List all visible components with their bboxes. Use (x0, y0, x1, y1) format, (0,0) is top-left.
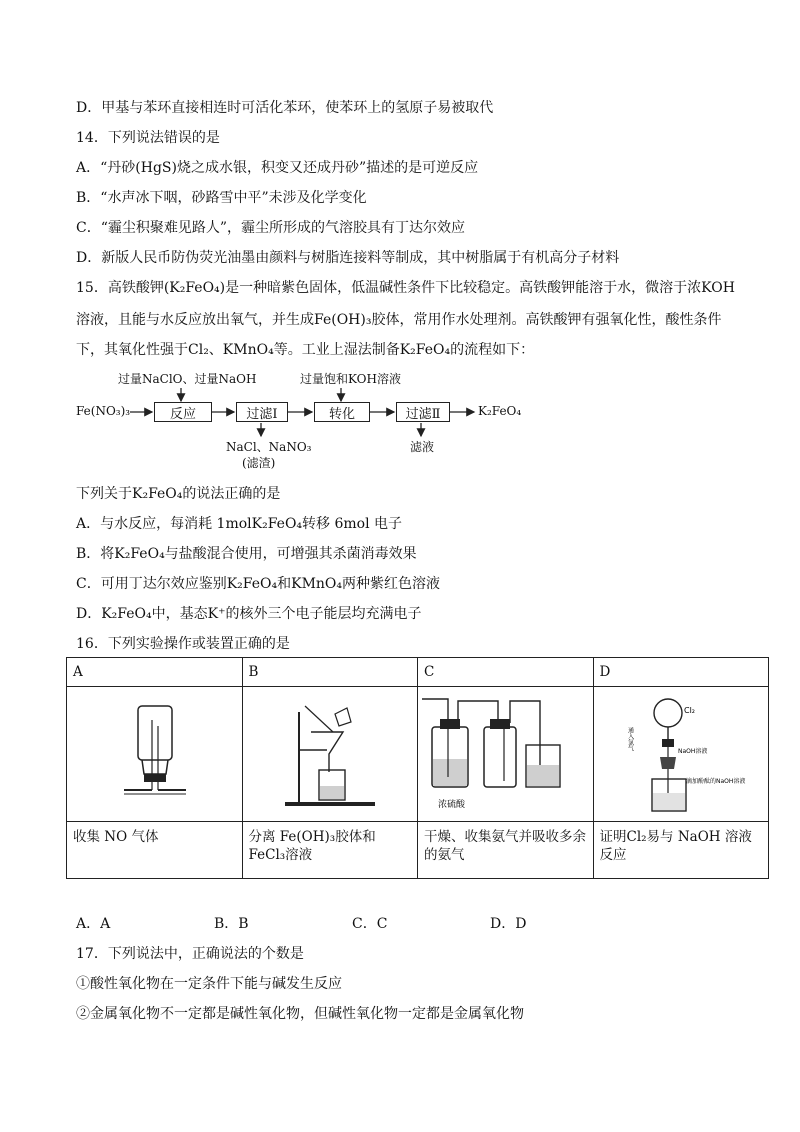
q16-stem: 16．下列实验操作或装置正确的是 (76, 636, 290, 652)
q17-stem: 17．下列说法中，正确说法的个数是 (76, 946, 304, 962)
header-b: B (242, 658, 418, 687)
step-convert: 转化 (314, 402, 370, 422)
q16-choice-c: C．C (352, 916, 388, 932)
q15-option-c: C．可用丁达尔效应鉴别K₂FeO₄和KMnO₄两种紫红色溶液 (76, 576, 441, 592)
q15-stem-line2: 溶液，且能与水反应放出氧气，并生成Fe(OH)₃胶体，常用作水处理剂。高铁酸钾有强氧化性，酸性条件 (76, 312, 722, 328)
q13-option-d: D．甲基与苯环直接相连时可活化苯环，使苯环上的氢原子易被取代 (76, 100, 494, 116)
reagent-naclo-naoh: 过量NaClO、过量NaOH (118, 372, 257, 386)
apparatus-b (242, 687, 418, 822)
q14-stem: 14．下列说法错误的是 (76, 130, 220, 146)
q14-option-b: B．“水声冰下咽，砂路雪中平”未涉及化学变化 (76, 190, 367, 206)
q16-choice-a: A．A (76, 916, 111, 932)
apparatus-a (67, 687, 243, 822)
q16-choice-b: B．B (214, 916, 249, 932)
filtration-setup-icon (275, 692, 385, 812)
product: K₂FeO₄ (478, 404, 522, 418)
label-naoh: NaOH溶液 (677, 748, 708, 755)
q17-statement-1: ①酸性氧化物在一定条件下能与碱发生反应 (76, 976, 342, 992)
label-side: 通入氯气 (626, 727, 634, 751)
q17-statement-2: ②金属氧化物不一定都是碱性氧化物，但碱性氧化物一定都是金属氧化物 (76, 1006, 524, 1022)
step-filter-1: 过滤Ⅰ (236, 402, 288, 422)
label-cl2: Cl₂ (683, 706, 695, 715)
q15-option-a: A．与水反应，每消耗 1molK₂FeO₄转移 6mol 电子 (76, 516, 403, 532)
q14-option-c: C．“霾尘积聚难见路人”，霾尘所形成的气溶胶具有丁达尔效应 (76, 220, 466, 236)
q15-option-d: D．K₂FeO₄中，基态K⁺的核外三个电子能层均充满电子 (76, 606, 422, 622)
q15-stem-line1: 15．高铁酸钾(K₂FeO₄)是一种暗紫色固体，低温碱性条件下比较稳定。高铁酸钾能溶于水，微溶于浓KOH (76, 280, 735, 296)
q16-options-table (66, 657, 769, 879)
chlorine-fountain-setup-icon (626, 687, 746, 817)
header-a: A (67, 658, 243, 687)
step-filter-2: 过滤Ⅱ (396, 402, 450, 422)
reagent-koh: 过量饱和KOH溶液 (300, 372, 401, 386)
caption-a: 收集 NO 气体 (67, 822, 243, 879)
step-reaction: 反应 (154, 402, 212, 422)
label-beaker: 滴加酚酞的NaOH溶液 (685, 778, 746, 785)
label-conc-h2so4: 浓硫酸 (438, 800, 466, 810)
caption-c: 干燥、收集氨气并吸收多余的氨气 (418, 822, 594, 879)
q14-option-a: A．“丹砂(HgS)烧之成水银，积变又还成丹砂”描述的是可逆反应 (76, 160, 479, 176)
q14-option-d: D．新版人民币防伪荧光油墨由颜料与树脂连接料等制成，其中树脂属于有机高分子材料 (76, 250, 620, 266)
caption-b: 分离 Fe(OH)₃胶体和FeCl₃溶液 (242, 822, 418, 879)
apparatus-d (593, 687, 769, 822)
residue-1-note: (滤渣) (242, 456, 276, 470)
apparatus-c (418, 687, 594, 822)
q16-choice-d: D．D (490, 916, 527, 932)
header-d: D (593, 658, 769, 687)
gas-collection-bottle-icon (104, 692, 204, 812)
filtrate-2: 滤液 (410, 440, 435, 454)
q15-option-b: B．将K₂FeO₄与盐酸混合使用，可增强其杀菌消毒效果 (76, 546, 417, 562)
caption-d: 证明Cl₂易与 NaOH 溶液反应 (593, 822, 769, 879)
residue-1: NaCl、NaNO₃ (226, 440, 312, 454)
ammonia-drying-setup-icon (418, 687, 618, 817)
start-material: Fe(NO₃)₃ (76, 404, 131, 418)
process-flowchart (76, 368, 536, 478)
q15-stem-line3: 下，其氧化性强于Cl₂、KMnO₄等。工业上湿法制备K₂FeO₄的流程如下： (76, 342, 535, 358)
q15-question: 下列关于K₂FeO₄的说法正确的是 (76, 486, 281, 502)
header-c: C (418, 658, 594, 687)
